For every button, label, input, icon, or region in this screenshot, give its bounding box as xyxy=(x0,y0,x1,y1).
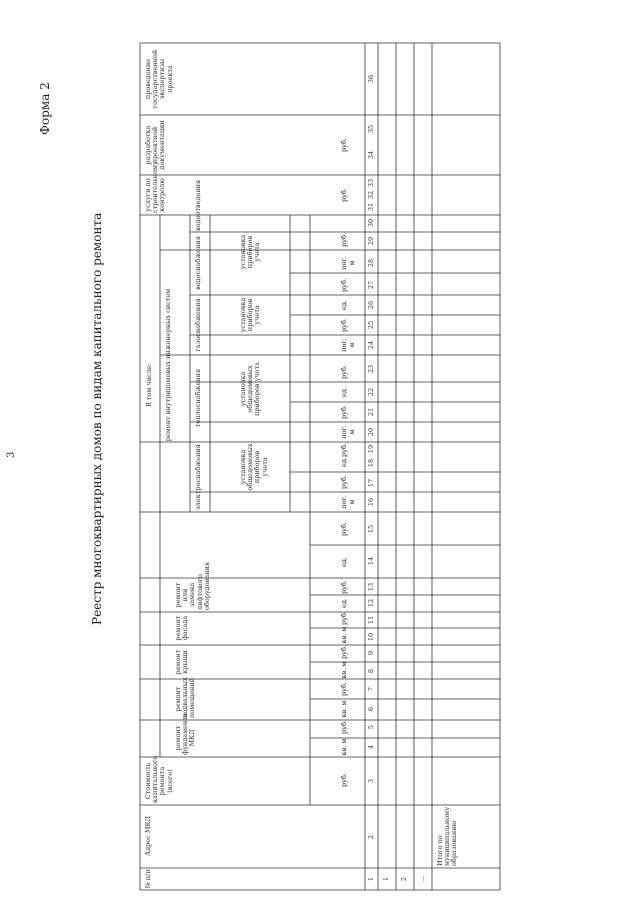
colnum-35: 35 xyxy=(367,124,375,134)
header-in-that-number: В том числе: xyxy=(145,363,153,407)
unit-basement-rub: руб. xyxy=(340,682,348,696)
colnum-3: 3 xyxy=(367,778,375,784)
colnum-6: 6 xyxy=(367,706,375,712)
colnum-11: 11 xyxy=(367,615,375,625)
form-label: Форма 2 xyxy=(38,82,52,135)
unit-electro-ed-rub: руб. xyxy=(340,443,348,457)
header-control: услуги по строительному контролю xyxy=(144,161,167,213)
unit-roof-rub: руб. xyxy=(340,645,348,659)
header-gas: газоснабжения xyxy=(194,298,202,352)
unit-electro-ed: ед. xyxy=(340,457,348,467)
unit-foundation-kvm: кв. м xyxy=(340,738,348,756)
header-install-heat: установка общедомовых приборов учета xyxy=(239,362,262,416)
header-electro: электроснабжения xyxy=(194,444,202,510)
row-3-number: ... xyxy=(418,875,426,883)
unit-gas-ed-rub: руб. xyxy=(340,278,348,292)
colnum-12: 12 xyxy=(367,598,375,608)
colnum-24: 24 xyxy=(367,340,375,350)
page-number: 3 xyxy=(6,451,17,458)
unit-heat-ed: ед. xyxy=(340,387,348,397)
colnum-2: 2 xyxy=(367,834,375,840)
header-address: Адрес МКД xyxy=(144,816,152,856)
header-no: № п/п xyxy=(144,869,152,889)
header-drain: водоотведения xyxy=(194,179,202,231)
unit-water-rub: руб. xyxy=(340,233,348,247)
colnum-22: 22 xyxy=(367,387,375,397)
unit-elevator-rub: руб. xyxy=(340,580,348,594)
header-heat: теплоснабжения xyxy=(194,368,202,428)
colnum-19: 19 xyxy=(367,444,375,454)
document-title: Реестр многоквартирных домов по видам капитального ремонта xyxy=(90,212,104,625)
header-roof: ремонт крыши xyxy=(174,649,190,675)
unit-cost-rub: руб. xyxy=(340,773,348,787)
colnum-23: 23 xyxy=(367,364,375,374)
colnum-14: 14 xyxy=(367,556,375,566)
unit-gas-rub: руб. xyxy=(340,318,348,332)
unit-control-rub: руб. xyxy=(340,188,348,202)
colnum-27: 27 xyxy=(367,280,375,290)
header-foundation: ремонт фундамента МКД xyxy=(174,713,197,755)
unit-basement2-rub: руб. xyxy=(340,522,348,536)
colnum-5: 5 xyxy=(367,724,375,730)
colnum-15: 15 xyxy=(367,524,375,534)
unit-heat-rub: руб. xyxy=(340,405,348,419)
colnum-25: 25 xyxy=(367,320,375,330)
colnum-21: 21 xyxy=(367,407,375,417)
colnum-26: 26 xyxy=(367,300,375,310)
unit-foundation-rub: руб. xyxy=(340,720,348,734)
header-cost: Стоимость капитального ремонта (всего) xyxy=(144,755,174,803)
colnum-17: 17 xyxy=(367,478,375,488)
header-elevator: ремонт или замена лифтового оборудования xyxy=(174,562,211,610)
row-1-number: 1 xyxy=(382,876,390,882)
unit-water-pogm: пог. м xyxy=(340,256,356,270)
unit-heat-pogm: пог. м xyxy=(340,425,356,439)
unit-electro-rub: руб. xyxy=(340,475,348,489)
unit-basement-kvm: кв. м xyxy=(340,700,348,718)
colnum-16: 16 xyxy=(367,497,375,507)
colnum-7: 7 xyxy=(367,686,375,692)
unit-project-rub: руб. xyxy=(340,138,348,152)
colnum-28: 28 xyxy=(367,258,375,268)
header-expertise: проведение государственной экспертизы проекта xyxy=(144,49,174,109)
colnum-20: 20 xyxy=(367,427,375,437)
header-install-gas: установка приборов учета xyxy=(239,297,262,333)
unit-roof-kvm: кв. м xyxy=(340,661,348,679)
unit-elevator-ed: ед. xyxy=(340,598,348,608)
colnum-34: 34 xyxy=(367,150,375,160)
unit-gas-pogm: пог. м xyxy=(340,338,356,352)
row-2-number: 2 xyxy=(400,876,408,882)
colnum-33: 33 xyxy=(367,178,375,188)
colnum-36: 36 xyxy=(367,74,375,84)
colnum-8: 8 xyxy=(367,668,375,674)
colnum-31: 31 xyxy=(367,202,375,212)
colnum-4: 4 xyxy=(367,744,375,750)
header-water: водоснабжения xyxy=(194,236,202,290)
total-row-label: Итого по муниципальному образованию xyxy=(436,806,459,866)
colnum-32: 32 xyxy=(367,190,375,200)
colnum-1: 1 xyxy=(367,876,375,882)
colnum-29: 29 xyxy=(367,236,375,246)
colnum-9: 9 xyxy=(367,650,375,656)
header-basement: ремонт подвальных помещений xyxy=(174,677,197,718)
colnum-10: 10 xyxy=(367,632,375,642)
colnum-18: 18 xyxy=(367,458,375,468)
unit-basement-ed: ед. xyxy=(340,557,348,567)
colnum-30: 30 xyxy=(367,218,375,228)
header-facade: ремонт фасада xyxy=(174,615,190,641)
unit-facade-rub: руб. xyxy=(340,611,348,625)
colnum-13: 13 xyxy=(367,582,375,592)
unit-electro-pogm: пог. м xyxy=(340,495,356,509)
header-install-water: установка приборов учета xyxy=(239,234,262,270)
unit-gas-ed: ед. xyxy=(340,300,348,310)
header-install-electro: установка общедомовых приборов учета xyxy=(239,443,269,491)
header-engineering: ремонт внутридомовых инженерных систем xyxy=(164,288,172,442)
header-project: разработка проектной документации xyxy=(144,120,167,170)
unit-heat-ed-rub: руб. xyxy=(340,365,348,379)
unit-facade-kvm: кв. м xyxy=(340,626,348,644)
